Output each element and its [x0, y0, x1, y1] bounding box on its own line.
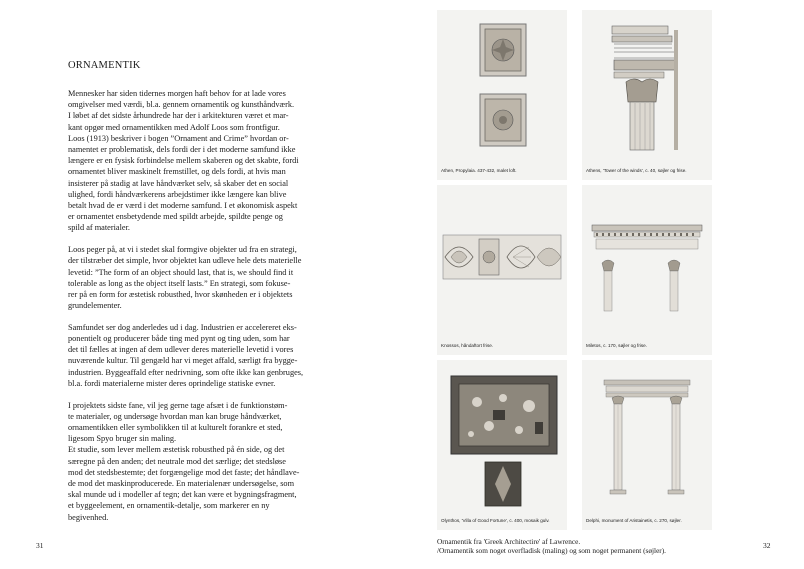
image-card-knossos [437, 185, 567, 355]
footnote-line-1: Ornamentik fra 'Greek Architectire' af Lawrence. [437, 537, 581, 546]
paragraph-2: Loos peger på, at vi i stedet skal formgive objekter ud fra en strategi, der tilstræber det simple, hvor objektet kan udleve hele dets materielle levetid: ”The form of an object should last, that is, we should find it tolerable as long as the object itself lasts.” En strategi, som fokuse- rer på en form for æstetisk robusthed, hvor skønheden er i objektets grundelementer. [68, 245, 302, 311]
section-heading: ORNAMENTIK [68, 60, 141, 71]
body-text [68, 88, 368, 533]
paragraph-4: I projektets sidste fane, vil jeg gerne tage afsæt i de funktionstøm- te materialer, og undersøge hvordan man kan bruge håndværket, ornamentikken eller symbolikken til at kulturelt forankre et sted, ligesom Spyo bruger sin maling. Et studie, som lever mellem æstetisk robusthed på én side, og det særegne på den anden; det neutrale mod det særlige; det stedsløse mod det stedsbestemte; det forgængelige mod det faste; det håndlave- de mod det maskinproducerede. En materialenær undersøgelse, som skal munde ud i modeller af tegn; det kan være et bygningsfragment, et byggeelement, en ornamentik-detalje, som markerer en ny begivenhed. [68, 400, 300, 522]
right-page [402, 0, 804, 569]
figure-footnote [437, 537, 666, 555]
caption-1: Athen, Propylaia. 437-432, malet loft. [441, 168, 517, 173]
image-card-delphi [582, 360, 712, 530]
page-number-left: 31 [36, 541, 44, 550]
caption-6: Delphi, monument of Aristainetis, c. 270, søjler. [586, 518, 682, 523]
page-number-right: 32 [763, 541, 771, 550]
caption-5: Olynthos, 'Villa of Good Fortune', c. 400, mosaik gulv. [441, 518, 550, 523]
frieze-illustration [437, 185, 567, 337]
delphi-columns-illustration [582, 360, 712, 512]
caption-3: Knossos, håndaftort frise. [441, 343, 494, 348]
image-card-olynthos [437, 360, 567, 530]
paragraph-1: Mennesker har siden tidernes morgen haft behov for at lade vores omgivelser med værdi, bl.a. gennem ornamentik og kunsthåndværk. I løbet af det sidste århundrede har der i arkitekturen været et mar- kant opgør med ornamentikken med Adolf Loos som frontfigur. Loos (1913) beskriver i bogen ”Ornament and Crime” hvordan or- namentet er problematisk, dels fordi der i det moderne samfund ikke længere er en fysisk forbindelse mellem skaberen og det skabte, fordi ornamentet bliver maskinelt fremstillet, og dels fordi, at hvis man insisterer på stadig at lave håndværket selv, så skaber det en social ulighed, fordi håndværkerens arbejdstimer ikke længere kan blive betalt hvad de er værd i det moderne samfund. I et økonomisk aspekt er ornamentet ensbetydende med spildt arbejde, spildte penge og spild af materialer. [68, 89, 299, 233]
column-entablature-illustration [582, 10, 712, 162]
image-card-athen-propylaia [437, 10, 567, 180]
columns-frieze-illustration [582, 185, 712, 337]
ceiling-coffer-illustration [437, 10, 567, 162]
footnote-line-2: /Ornamentik som noget overfladisk (maling) og som noget permanent (søjler). [437, 546, 666, 555]
caption-2: Athens, 'Tower of the winds', c. 40, søjler og frise. [586, 168, 687, 173]
mosaic-floor-illustration [437, 360, 567, 512]
caption-4: Miletos, c. 170, søjler og frise. [586, 343, 648, 348]
image-card-miletos [582, 185, 712, 355]
image-card-tower-of-winds [582, 10, 712, 180]
paragraph-3: Samfundet ser dog anderledes ud i dag. Industrien er accelereret eks- ponentielt og producerer både ting med pynt og ting uden, som har det til fælles at ingen af dem udlever deres materielle levetid i vores nuværende kultur. Til gengæld har vi meget affald, særligt fra bygge- industrien. Byggeaffald efter nedrivning, som ofte ikke kan genbruges, bl.a. fordi materialerne mister deres oprindelige statiske evner. [68, 322, 304, 388]
